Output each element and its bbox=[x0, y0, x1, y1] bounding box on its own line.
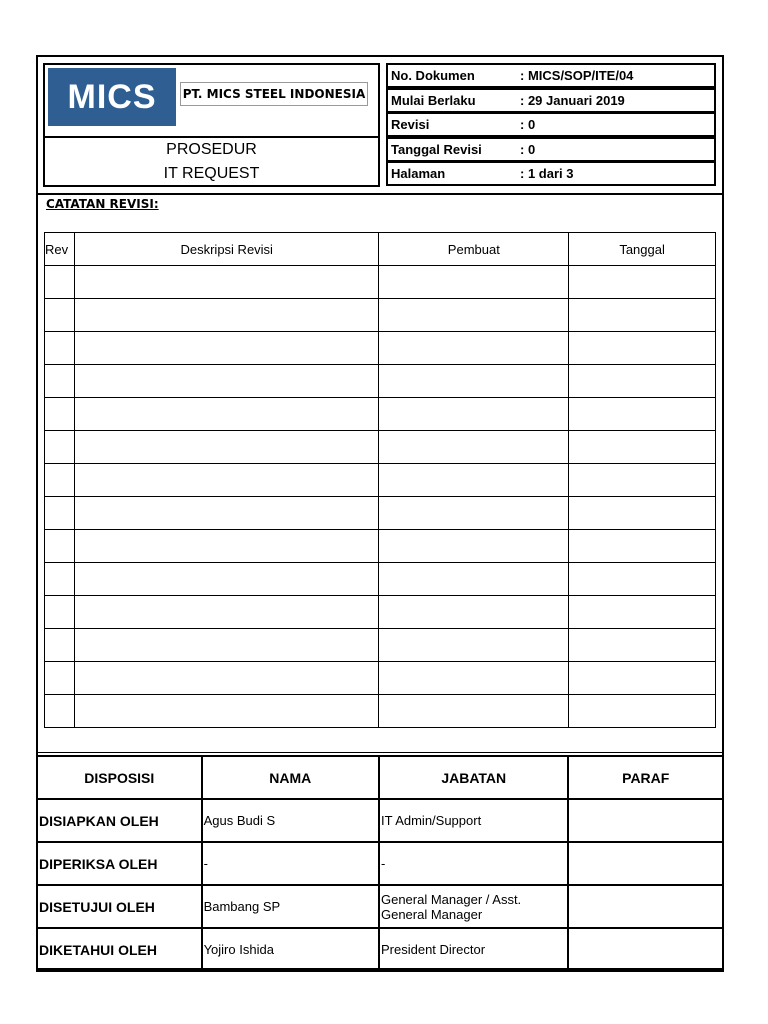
signoff-role: DIKETAHUI OLEH bbox=[37, 928, 202, 971]
table-row bbox=[45, 629, 716, 662]
meta-label: Halaman bbox=[391, 166, 446, 181]
table-row bbox=[45, 695, 716, 728]
table-row bbox=[37, 885, 723, 928]
signoff-position: - bbox=[379, 842, 569, 885]
signoff-paraf bbox=[568, 928, 723, 971]
table-row bbox=[45, 332, 716, 365]
meta-label: Tanggal Revisi bbox=[391, 142, 482, 157]
signoff-name: Bambang SP bbox=[202, 885, 379, 928]
table-row bbox=[45, 662, 716, 695]
header-separator bbox=[36, 193, 724, 195]
signoff-role: DISIAPKAN OLEH bbox=[37, 799, 202, 842]
table-row bbox=[45, 398, 716, 431]
meta-value: : MICS/SOP/ITE/04 bbox=[520, 68, 634, 83]
procedure-title bbox=[45, 138, 378, 185]
col-paraf: PARAF bbox=[568, 756, 723, 799]
meta-label: No. Dokumen bbox=[391, 68, 475, 83]
table-row bbox=[45, 365, 716, 398]
signoff-position: General Manager / Asst. General Manager bbox=[379, 885, 569, 928]
signoff-name: Yojiro Ishida bbox=[202, 928, 379, 971]
procedure-title-line1: PROSEDUR bbox=[166, 140, 257, 158]
company-name: PT. MICS STEEL INDONESIA bbox=[180, 82, 368, 106]
signoff-role: DISETUJUI OLEH bbox=[37, 885, 202, 928]
revision-notes-title: CATATAN REVISI: bbox=[46, 197, 159, 211]
table-row bbox=[37, 799, 723, 842]
signoff-paraf bbox=[568, 842, 723, 885]
signoff-position: President Director bbox=[379, 928, 569, 971]
table-row bbox=[45, 530, 716, 563]
col-name: NAMA bbox=[202, 756, 379, 799]
meta-value: : 0 bbox=[520, 117, 536, 132]
col-date: Tanggal bbox=[569, 233, 716, 266]
signoff-top-line bbox=[36, 752, 724, 753]
meta-label: Revisi bbox=[391, 117, 430, 132]
table-row bbox=[37, 928, 723, 971]
table-row bbox=[45, 266, 716, 299]
meta-row-start-date bbox=[386, 88, 716, 113]
table-row bbox=[45, 464, 716, 497]
col-position: JABATAN bbox=[379, 756, 569, 799]
meta-value: : 29 Januari 2019 bbox=[520, 93, 625, 108]
table-row bbox=[45, 596, 716, 629]
signoff-position: IT Admin/Support bbox=[379, 799, 569, 842]
signoff-paraf bbox=[568, 885, 723, 928]
revision-table-header bbox=[45, 233, 716, 266]
logo-text: MICS bbox=[67, 77, 157, 116]
meta-row-revision-date bbox=[386, 137, 716, 162]
meta-value: : 0 bbox=[520, 142, 536, 157]
col-disposition: DISPOSISI bbox=[37, 756, 202, 799]
table-row bbox=[37, 842, 723, 885]
table-row bbox=[45, 497, 716, 530]
meta-row-revision bbox=[386, 112, 716, 137]
meta-row-doc-number bbox=[386, 63, 716, 88]
meta-label: Mulai Berlaku bbox=[391, 93, 476, 108]
procedure-title-line2: IT REQUEST bbox=[163, 164, 260, 182]
signoff-table bbox=[36, 755, 724, 972]
signoff-name: - bbox=[202, 842, 379, 885]
signoff-header bbox=[37, 756, 723, 799]
table-row bbox=[45, 299, 716, 332]
col-author: Pembuat bbox=[379, 233, 569, 266]
table-row bbox=[45, 563, 716, 596]
signoff-role: DIPERIKSA OLEH bbox=[37, 842, 202, 885]
revision-table bbox=[44, 232, 716, 728]
col-rev: Rev bbox=[45, 233, 75, 266]
signoff-paraf bbox=[568, 799, 723, 842]
meta-value: : 1 dari 3 bbox=[520, 166, 574, 181]
signoff-name: Agus Budi S bbox=[202, 799, 379, 842]
table-row bbox=[45, 431, 716, 464]
meta-row-page bbox=[386, 161, 716, 186]
col-description: Deskripsi Revisi bbox=[74, 233, 378, 266]
